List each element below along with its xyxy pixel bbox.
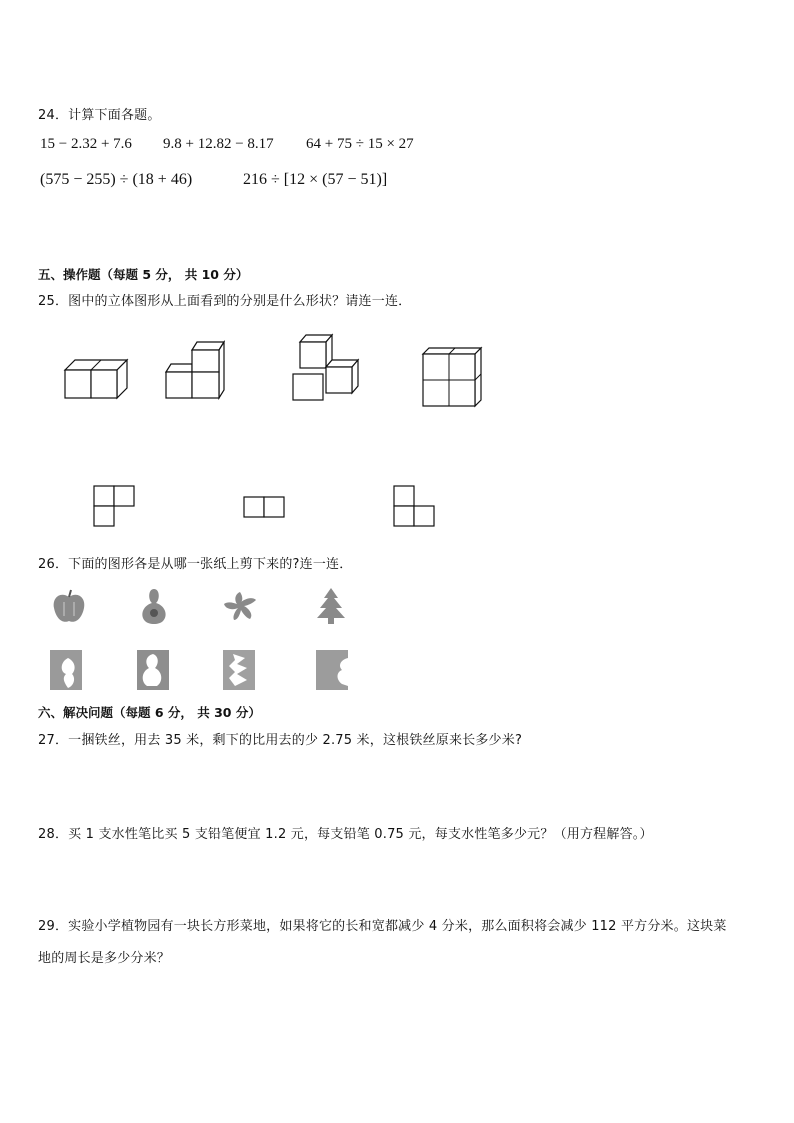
solid-figure-2-icon	[164, 338, 230, 402]
expression-5: 216 ÷ [12 × (57 − 51)]	[243, 171, 388, 188]
paper-2-icon	[133, 648, 173, 692]
solid-figure-1-icon	[60, 352, 130, 400]
gourd-icon	[137, 586, 171, 626]
top-view-1-icon	[93, 485, 137, 529]
expression-4: (575 − 255) ÷ (18 + 46)	[40, 171, 193, 188]
paper-4-icon	[312, 648, 352, 692]
q29-line2: 地的周长是多少分米？	[38, 951, 171, 966]
flower-icon	[220, 588, 260, 624]
top-view-3-icon	[393, 485, 437, 529]
q26-text: 26．下面的图形各是从哪一张纸上剪下来的?连一连．	[38, 557, 353, 572]
apple-icon	[50, 588, 88, 626]
expression-3: 64 + 75 ÷ 15 × 27	[306, 136, 414, 152]
section-5-heading: 五、操作题（每题 5 分， 共 10 分）	[38, 267, 249, 282]
q25-text: 25．图中的立体图形从上面看到的分别是什么形状？请连一连．	[38, 294, 412, 309]
paper-3-icon	[219, 648, 259, 692]
paper-1-icon	[46, 648, 86, 692]
q24-title: 24．计算下面各题。	[38, 108, 161, 123]
tree-icon	[314, 586, 348, 626]
expression-1: 15 − 2.32 + 7.6	[40, 136, 132, 152]
top-view-2-icon	[243, 496, 287, 518]
expression-2: 9.8 + 12.82 − 8.17	[163, 136, 274, 152]
q27-text: 27．一捆铁丝，用去 35 米，剩下的比用去的少 2.75 米，这根铁丝原来长多少米?	[38, 733, 523, 748]
solid-figure-4-icon	[420, 346, 484, 408]
section-6-heading: 六、解决问题（每题 6 分， 共 30 分）	[38, 705, 261, 720]
solid-figure-3-icon	[290, 332, 362, 404]
q28-text: 28．买 1 支水性笔比买 5 支铅笔便宜 1.2 元，每支铅笔 0.75 元，每支水性笔多少元？（用方程解答。）	[38, 827, 653, 842]
q29-line1: 29．实验小学植物园有一块长方形菜地，如果将它的长和宽都减少 4 分米，那么面积将会减少 112 平方分米。这块菜	[38, 919, 727, 934]
